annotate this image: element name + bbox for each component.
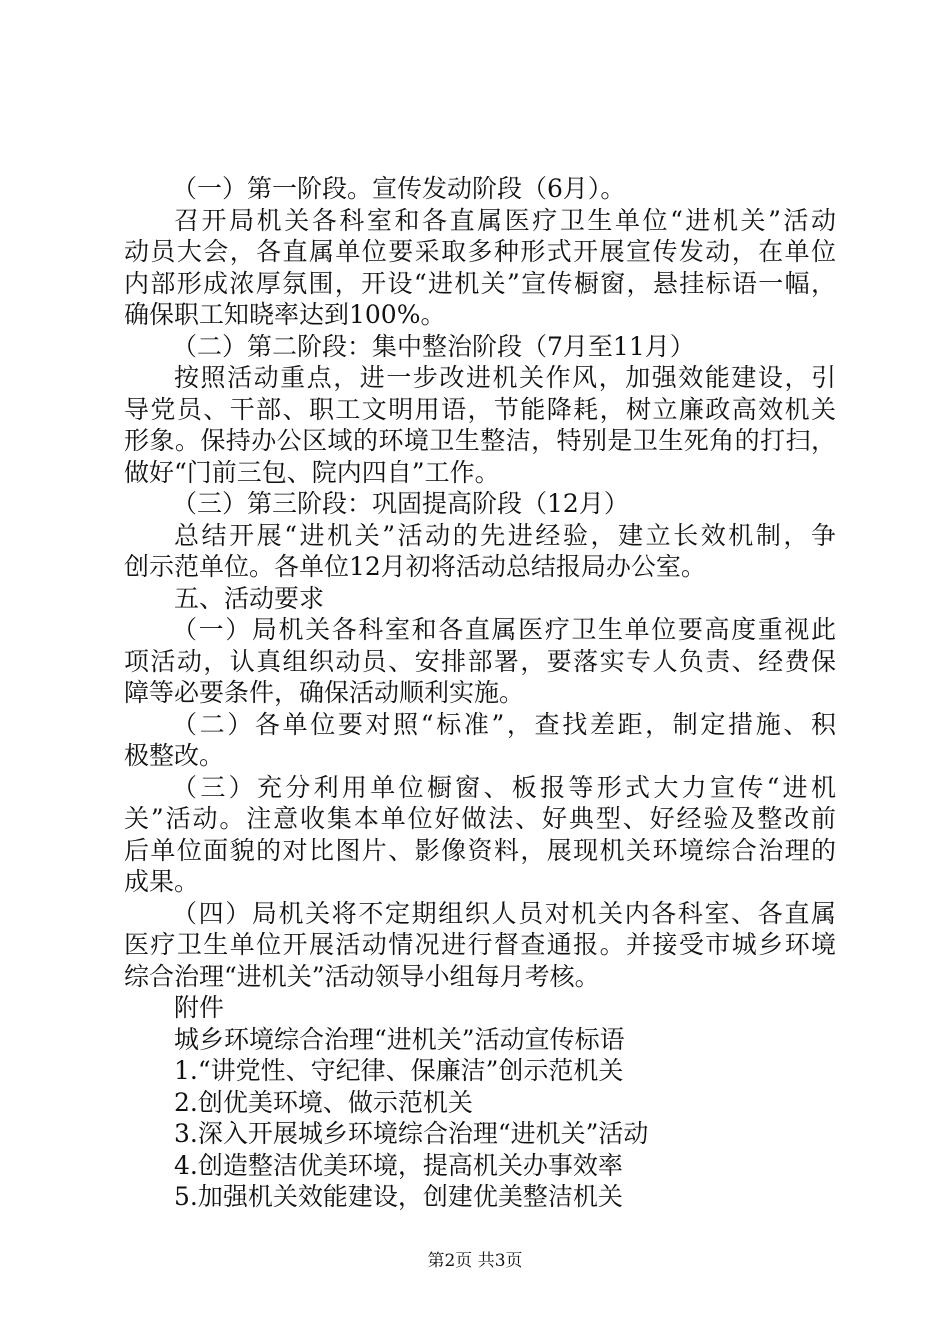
text-line: 医疗卫生单位开展活动情况进行督查通报。并接受市城乡环境 [124,930,836,959]
document-body [124,173,836,1213]
text-line: 创示范单位。各单位12月初将活动总结报局办公室。 [124,552,706,581]
text-line: 项活动，认真组织动员、安排部署，要落实专人负责、经费保 [124,646,836,676]
text-line: 动员大会，各直属单位要采取多种形式开展宣传发动，在单位 [124,237,836,266]
text-line: （一）局机关各科室和各直属医疗卫生单位要高度重视此 [172,615,836,644]
text-line: 综合治理“进机关”活动领导小组每月考核。 [124,961,600,991]
text-line: （四）局机关将不定期组织人员对机关内各科室、各直属 [172,898,836,928]
text-line: 按照活动重点，进一步改进机关作风，加强效能建设，引 [174,363,836,392]
text-line: 确保职工知晓率达到100%。 [124,300,446,329]
text-line: 2.创优美环境、做示范机关 [174,1087,473,1117]
text-line: 总结开展“进机关”活动的先进经验，建立长效机制，争 [174,520,836,550]
text-line: 成果。 [124,867,200,896]
text-line: 5.加强机关效能建设，创建优美整洁机关 [174,1182,623,1211]
text-line: 1.“讲党性、守纪律、保廉洁”创示范机关 [174,1056,624,1085]
text-line: 内部形成浓厚氛围，开设“进机关”宣传橱窗，悬挂标语一幅， [124,268,836,298]
text-line: 关”活动。注意收集本单位好做法、好典型、好经验及整改前 [124,804,836,833]
text-line: 城乡环境综合治理“进机关”活动宣传标语 [174,1024,625,1054]
text-line: （三）充分利用单位橱窗、板报等形式大力宣传“进机 [172,772,836,802]
page-footer [0,1246,950,1271]
text-line: 后单位面貌的对比图片、影像资料，展现机关环境综合治理的 [124,835,836,865]
text-line: （三）第三阶段：巩固提高阶段（12月） [172,489,629,518]
text-line: 障等必要条件，确保活动顺利实施。 [124,678,525,707]
text-line: 3.深入开展城乡环境综合治理“进机关”活动 [174,1119,649,1148]
text-line: 极整改。 [124,741,225,770]
text-line: （二）各单位要对照“标准”，查找差距，制定措施、积 [172,709,836,739]
text-line: 五、活动要求 [174,583,325,613]
text-line: （一）第一阶段。宣传发动阶段（6月）。 [172,174,626,203]
text-line: 形象。保持办公区域的环境卫生整洁，特别是卫生死角的打扫， [124,426,836,455]
page-number-label: 第2页 共3页 [427,1251,523,1271]
text-line: 导党员、干部、职工文明用语，节能降耗，树立廉政高效机关 [124,394,836,424]
text-line: 做好“门前三包、院内四自”工作。 [124,457,500,487]
text-line: 4.创造整洁优美环境，提高机关办事效率 [174,1150,623,1180]
text-line: 附件 [174,993,225,1022]
text-line: （二）第二阶段：集中整治阶段（7月至11月） [172,331,695,361]
text-line: 召开局机关各科室和各直属医疗卫生单位“进机关”活动 [174,205,836,235]
